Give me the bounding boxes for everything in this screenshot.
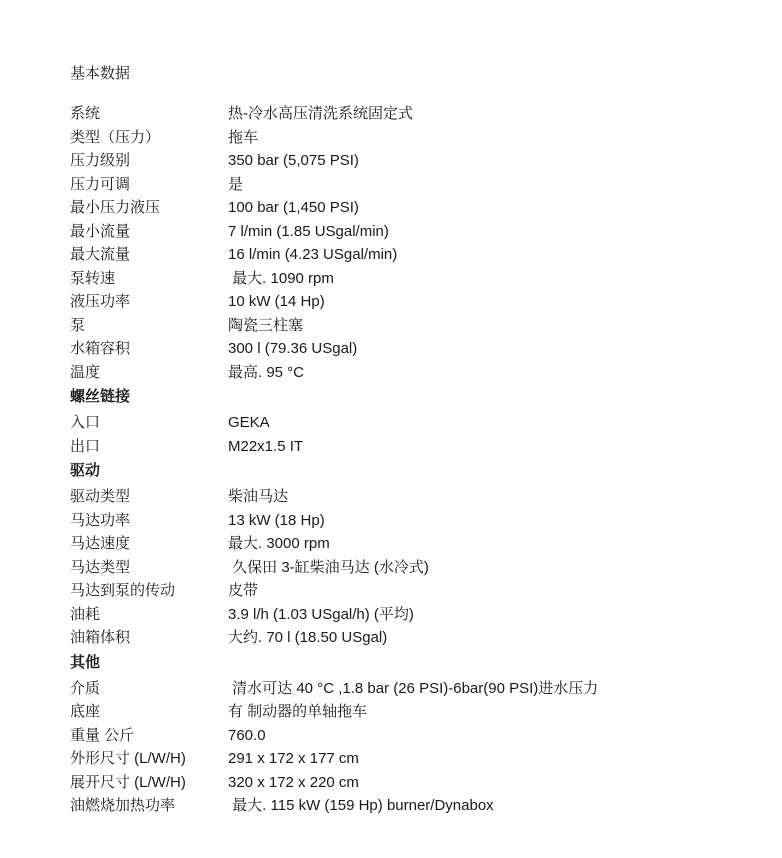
spec-row-outlet [70, 435, 752, 459]
spec-label: 外形尺寸 (L/W/H) [70, 750, 186, 767]
spec-row-tank-capacity [70, 337, 752, 361]
spec-value: 最高. 95 °C [228, 363, 305, 381]
spec-value: 350 bar (5,075 PSI) [228, 152, 359, 169]
spec-row-pump-speed [70, 267, 752, 291]
spec-value: 最大. 115 kW (159 Hp) burner/Dynabox [228, 797, 494, 814]
spec-value: 有 制动器的单轴拖车 [228, 703, 368, 720]
spec-row-fuel-tank-volume [70, 626, 752, 650]
spec-row-chassis [70, 700, 752, 724]
spec-label: 展开尺寸 (L/W/H) [70, 773, 186, 791]
section-heading-basic-data: 基本数据 [70, 65, 131, 82]
spec-label: 压力级别 [70, 152, 131, 169]
spec-value: 久保田 3-缸柴油马达 (水冷式) [228, 558, 429, 576]
spec-label: 水箱容积 [70, 340, 131, 357]
spec-label: 温度 [70, 363, 101, 381]
spec-value: 最大. 1090 rpm [228, 269, 334, 287]
spec-value: 最大. 3000 rpm [228, 535, 330, 552]
spec-value: 皮带 [228, 582, 259, 599]
spec-label: 液压功率 [70, 293, 131, 310]
spec-value: 300 l (79.36 USgal) [228, 340, 358, 357]
spec-row-unfolded-dimensions [70, 771, 752, 795]
spec-label: 油燃烧加热功率 [70, 797, 176, 814]
spec-label: 压力可调 [70, 175, 131, 193]
spec-row-medium [70, 677, 752, 701]
spec-value: 清水可达 40 °C ,1.8 bar (26 PSI)-6bar(90 PSI)进水压力 [228, 679, 599, 697]
spec-label: 驱动类型 [70, 488, 131, 505]
spec-row-system [70, 102, 752, 126]
spec-label: 泵 [70, 316, 86, 334]
spec-value: 7 l/min (1.85 USgal/min) [228, 222, 389, 240]
spec-value: 是 [228, 175, 244, 193]
spec-label: 类型（压力） [70, 128, 161, 146]
spec-row-motor-power [70, 509, 752, 533]
spec-row-drive-type [70, 485, 752, 509]
spec-value: 大约. 70 l (18.50 USgal) [228, 629, 388, 646]
spec-label: 油耗 [70, 605, 101, 623]
spec-label: 入口 [70, 414, 101, 431]
spec-row-temperature [70, 361, 752, 385]
spec-row-fuel-consumption [70, 603, 752, 627]
spec-label: 最小压力液压 [70, 199, 161, 216]
spec-row-min-pressure [70, 196, 752, 220]
spec-value: 陶瓷三柱塞 [228, 316, 304, 334]
spec-label: 最小流量 [70, 222, 131, 240]
spec-label: 马达功率 [70, 511, 131, 529]
spec-value: 320 x 172 x 220 cm [228, 773, 359, 791]
spec-value: 291 x 172 x 177 cm [228, 750, 359, 767]
spec-row-dimensions [70, 747, 752, 771]
spec-label: 系统 [70, 105, 101, 122]
spec-value: 13 kW (18 Hp) [228, 511, 325, 529]
spec-label: 出口 [70, 437, 101, 455]
section-heading-drive: 驱动 [70, 462, 101, 479]
spec-row-hydraulic-power [70, 290, 752, 314]
spec-label: 油箱体积 [70, 629, 131, 646]
spec-value: 760.0 [228, 726, 266, 744]
spec-row-type-pressure [70, 126, 752, 150]
spec-label: 介质 [70, 679, 101, 697]
section-heading-screw-connection: 螺丝链接 [70, 388, 131, 405]
spec-value: GEKA [228, 414, 270, 431]
spec-value: 拖车 [228, 128, 259, 146]
spec-value: 16 l/min (4.23 USgal/min) [228, 246, 398, 263]
spec-value: 100 bar (1,450 PSI) [228, 199, 359, 216]
spec-value: 热-冷水高压清洗系统固定式 [228, 105, 413, 122]
spec-row-burner-heating-power [70, 794, 752, 818]
spec-row-inlet [70, 411, 752, 435]
spec-row-motor-speed [70, 532, 752, 556]
spec-label: 最大流量 [70, 246, 131, 263]
spec-row-pressure-class [70, 149, 752, 173]
spec-row-pump [70, 314, 752, 338]
spec-label: 底座 [70, 703, 101, 720]
spec-row-min-flow [70, 220, 752, 244]
spec-row-weight-kg [70, 724, 752, 748]
spec-label: 马达速度 [70, 535, 131, 552]
spec-row-motor-type [70, 556, 752, 580]
spec-row-max-flow [70, 243, 752, 267]
spec-label: 重量 公斤 [70, 726, 135, 744]
spec-label: 马达到泵的传动 [70, 582, 176, 599]
spec-value: 3.9 l/h (1.03 USgal/h) (平均) [228, 605, 414, 623]
spec-row-motor-pump-transmission [70, 579, 752, 603]
spec-value: 10 kW (14 Hp) [228, 293, 325, 310]
spec-value: 柴油马达 [228, 488, 289, 505]
spec-label: 马达类型 [70, 558, 131, 576]
spec-label: 泵转速 [70, 269, 116, 287]
section-heading-other: 其他 [70, 653, 101, 671]
spec-value: M22x1.5 IT [228, 437, 304, 455]
spec-row-pressure-adjustable [70, 173, 752, 197]
